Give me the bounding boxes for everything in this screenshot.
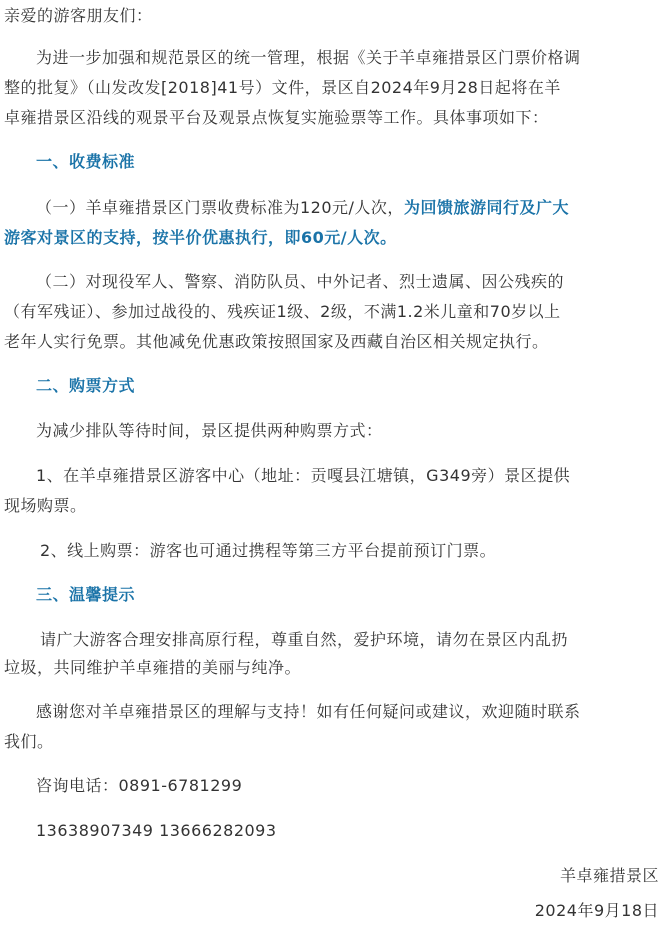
intro-line-3: 卓雍措景区沿线的观景平台及观景点恢复实施验票等工作。具体事项如下：: [4, 108, 549, 127]
tip-line-1: 请广大游客合理安排高原行程，尊重自然，爱护环境，请勿在景区内乱扔: [40, 630, 569, 649]
fee-item-1-line-1: [36, 198, 667, 218]
section-heading-tips: 三、温馨提示: [36, 585, 136, 604]
thanks-line-2: 我们。: [4, 732, 54, 751]
signature-date: 2024年9月18日: [534, 901, 659, 920]
fee-item-2-line-3: 老年人实行免票。其他减免优惠政策按照国家及西藏自治区相关规定执行。: [4, 332, 549, 351]
fee-discount-highlight: 为回馈旅游同行及广大: [403, 198, 569, 217]
purchase-intro: 为减少排队等待时间，景区提供两种购票方式：: [36, 421, 383, 440]
fee-item-2-line-1: （二）对现役军人、警察、消防队员、中外记者、烈士遗属、因公残疾的: [36, 272, 565, 291]
greeting: 亲爱的游客朋友们：: [4, 6, 153, 25]
contact-phone: 咨询电话：0891-6781299: [36, 776, 243, 795]
thanks-line-1: 感谢您对羊卓雍措景区的理解与支持！如有任何疑问或建议，欢迎随时联系: [36, 702, 581, 721]
intro-line-1: 为进一步加强和规范景区的统一管理，根据《关于羊卓雍措景区门票价格调: [36, 48, 581, 67]
fee-item-2-line-2: （有军残证）、参加过战役的、残疾证1级、2级，不满1.2米儿童和70岁以上: [4, 302, 561, 321]
intro-line-2: 整的批复》（山发改发[2018]41号）文件，景区自2024年9月28日起将在羊: [4, 78, 561, 97]
contact-mobiles: 13638907349 13666282093: [36, 821, 277, 840]
purchase-item-2: 2、线上购票：游客也可通过携程等第三方平台提前预订门票。: [40, 541, 497, 560]
signature-org: 羊卓雍措景区: [559, 866, 659, 885]
section-heading-fees: 一、收费标准: [36, 152, 136, 171]
tip-line-2: 垃圾，共同维护羊卓雍措的美丽与纯净。: [4, 658, 302, 677]
purchase-item-1-line-2: 现场购票。: [4, 496, 87, 515]
fee-item-1-text: （一）羊卓雍措景区门票收费标准为120元/人次，: [36, 198, 404, 217]
purchase-item-1-line-1: 1、在羊卓雍措景区游客中心（地址：贡嘎县江塘镇，G349旁）景区提供: [36, 466, 571, 485]
section-heading-purchase: 二、购票方式: [36, 376, 136, 395]
fee-discount-highlight-line-2: 游客对景区的支持，按半价优惠执行，即60元/人次。: [4, 228, 397, 247]
